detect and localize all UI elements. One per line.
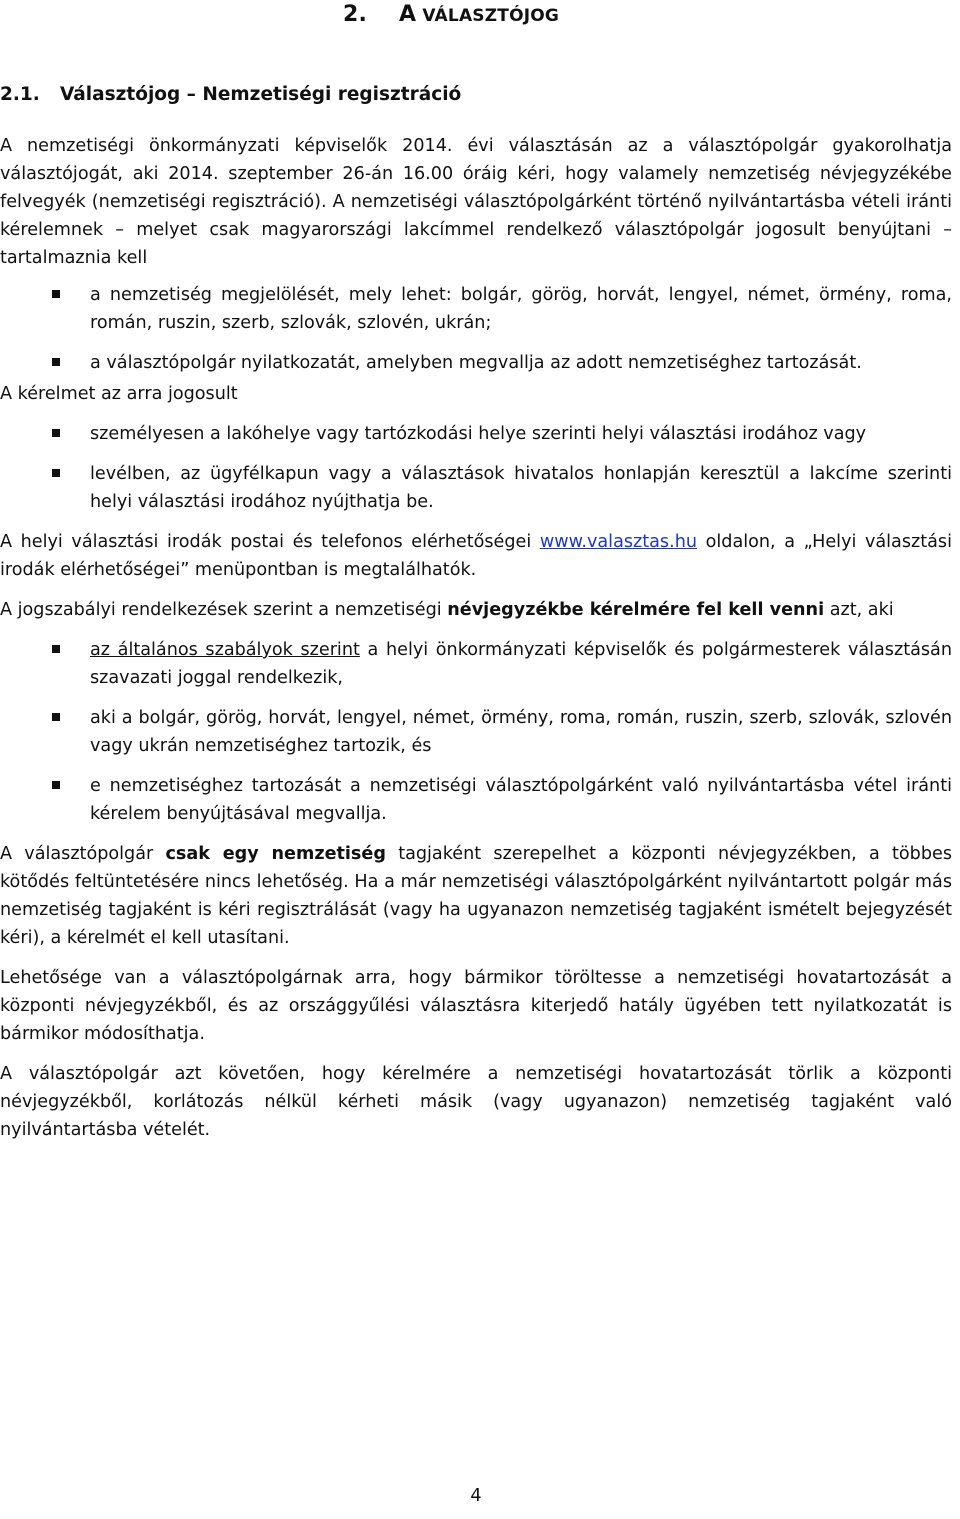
section-number: 2.1. xyxy=(0,84,40,105)
list-item: a választópolgár nyilatkozatát, amelyben megvallja az adott nemzetiséghez tartozását. xyxy=(0,349,952,377)
chapter-number: 2. xyxy=(343,2,368,27)
bullet-list-requirements xyxy=(0,281,952,377)
paragraph-text: oldalon, a „Helyi választási irodák elérhetőségei” menüpontban is megtalálhatók. xyxy=(0,532,952,580)
list-item-text: a helyi önkormányzati képviselők és polgármesterek választásán szavazati joggal rendelkezik, xyxy=(90,640,952,688)
list-item xyxy=(0,772,952,828)
paragraph-deletion: Lehetősége van a választópolgárnak arra, hogy bármikor töröltesse a nemzetiségi hovatartozását a központi névjegyzékből, és az országgyűlési választásra kiterjedő hatály ügyében tett nyilatkozatát is bármikor módosíthatja. xyxy=(0,968,952,1044)
page-number: 4 xyxy=(470,1486,482,1506)
paragraph-text: azt, aki xyxy=(824,600,894,620)
list-item: levélben, az ügyfélkapun vagy a választások hivatalos honlapján keresztül a lakcíme szerinti helyi választási irodához nyújthatja be. xyxy=(0,460,952,516)
paragraph-intro: A nemzetiségi önkormányzati képviselők 2014. évi választásán az a választópolgár gyakorolhatja választójogát, aki 2014. szeptember 26-án 16.00 óráig kéri, hogy valamely nemzetiség névjegyzékébe felvegyék (nemzetiségi regisztráció). A nemzetiségi választópolgárként történő nyilvántartásba vételi iránti kérelemnek – melyet csak magyarországi lakcímmel rendelkező választópolgár jogosult benyújtani – tartalmaznia kell xyxy=(0,136,952,268)
link-text: www.valasztas. xyxy=(539,532,675,552)
section-heading xyxy=(0,84,461,105)
section-title: Választójog – Nemzetiségi regisztráció xyxy=(60,84,462,105)
paragraph-submission-intro: A kérelmet az arra jogosult xyxy=(0,384,238,404)
paragraph-reregistration: A választópolgár azt követően, hogy kérelmére a nemzetiségi hovatartozását törlik a központi névjegyzékből, korlátozás nélkül kérheti másik (vagy ugyanazon) nemzetiség tagjaként való nyilvántartásba vételét. xyxy=(0,1064,952,1140)
bold-text: névjegyzékbe kérelmére fel kell venni xyxy=(447,600,825,620)
paragraph-contacts xyxy=(0,528,952,584)
chapter-heading xyxy=(343,2,559,27)
document-body xyxy=(0,132,952,1144)
list-item: személyesen a lakóhelye vagy tartózkodási helye szerinti helyi választási irodához vagy xyxy=(0,420,952,448)
bullet-list-submission xyxy=(0,420,952,516)
chapter-title-initial: A xyxy=(399,2,417,27)
valasztas-link[interactable] xyxy=(540,532,697,552)
paragraph-single-nationality xyxy=(0,840,952,952)
bullet-list-eligibility xyxy=(0,636,952,828)
paragraph-text: tagjaként szerepelhet a központi névjegyzékben, a többes kötődés feltüntetésére nincs lehetőség. Ha a már nemzetiségi választópolgárként nyilvántartott polgár más nemzetiség tagjaként is kéri regisztrálását (vagy ha ugyanazon nemzetiség tagjaként ismételt bejegyzését kéri), a kérelmét el kell utasítani. xyxy=(0,844,952,948)
paragraph-legal-provisions xyxy=(0,596,952,624)
paragraph-text: A jogszabályi rendelkezések szerint a nemzetiségi xyxy=(0,600,448,620)
list-item: a nemzetiség megjelölését, mely lehet: bolgár, görög, horvát, lengyel, német, örmény, roma, román, ruszin, szerb, szlovák, szlovén, ukrán; xyxy=(0,281,952,337)
paragraph-text: A választópolgár xyxy=(0,844,166,864)
paragraph-text: A helyi választási irodák postai és telefonos elérhetőségei xyxy=(0,532,540,552)
list-item-text: e nemzetiséghez tartozását a nemzetiségi választópolgárként való nyilvántartásba vétel iránti kérelem benyújtásával megvallja. xyxy=(90,776,952,824)
underlined-text: az általános szabályok szerint xyxy=(90,640,360,660)
bold-text: csak egy nemzetiség xyxy=(165,844,386,864)
list-item xyxy=(0,704,952,760)
list-item-text: aki a bolgár, görög, horvát, lengyel, német, örmény, roma, román, ruszin, szerb, szlovák, szlovén vagy ukrán nemzetiséghez tartozik, és xyxy=(90,708,952,756)
link-text: hu xyxy=(674,532,698,552)
chapter-title-rest: VÁLASZTÓJOG xyxy=(416,6,560,26)
list-item xyxy=(0,636,952,692)
